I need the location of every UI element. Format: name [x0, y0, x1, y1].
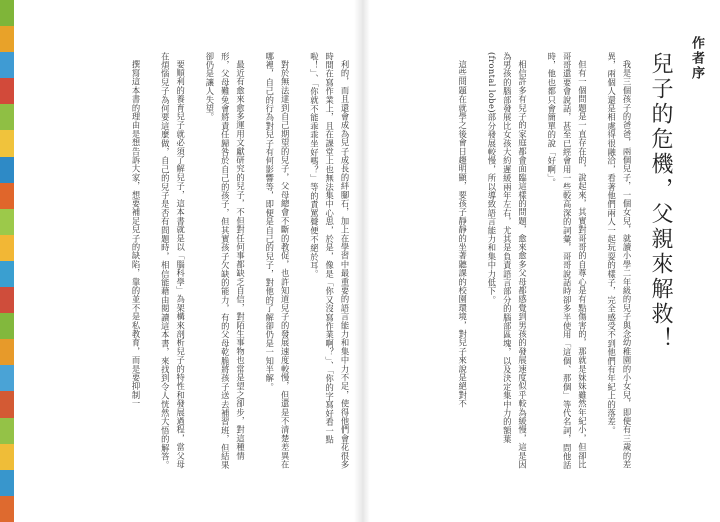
color-strip-segment	[0, 130, 14, 156]
paragraph: 這些問題在就學之後會日趨明顯，要孩子靜靜的坐著聽課的校園環境，對兒子來說是絕對不	[457, 60, 468, 409]
color-strip-segment	[0, 26, 14, 52]
color-strip-segment	[0, 157, 14, 183]
color-strip-segment	[0, 235, 14, 261]
color-strip-segment	[0, 470, 14, 496]
right-page-body	[398, 52, 634, 472]
color-strip-segment	[0, 313, 14, 339]
color-strip-segment	[0, 287, 14, 313]
color-strip-segment	[0, 52, 14, 78]
color-strip-segment	[0, 496, 14, 522]
color-strip-segment	[0, 209, 14, 235]
paragraph: 相信許多有兒子的家庭都會面臨這樣的問題，愈來愈多父母都感覺到男孩的發展速度似乎較為緩慢，這是因為男孩的腦部發展比女孩大約遲緩兩年左右，尤其是負責語言部分的腦部區塊，以及決定集中力的額葉(frontal lobe)部分發展較慢，所以導致語言能力和集中力低下。	[486, 52, 528, 470]
color-strip-segment	[0, 78, 14, 104]
paragraph: 但有一個問題是一直存在的，說起來，其實對哥哥的自尊心是有點傷害的，那就是妹妹雖然年紀小，但卻比哥哥還要會說話，甚至已經會用一些較高深的詞彙，哥哥說話時卻多半使用「這個、那個」等代名詞，問他話時，他也都只會簡單的說「好啊」。	[546, 52, 588, 470]
left-page	[14, 0, 354, 522]
paragraph: 要順利的養育兒子就必須了解兒子，這本書就是以「腦科學」為架構來剖析兒子的特性和發展過程，當父母在煩惱兒子為何要這麼做，自己的兒子是否有問題時，相信能藉由閱讀這本書，來找到令人恍然大悟的解答。	[160, 52, 186, 470]
color-strip-segment	[0, 0, 14, 26]
color-strip-segment	[0, 391, 14, 417]
color-strip-segment	[0, 261, 14, 287]
paragraph: 我是三個孩子的爸爸，兩個兒子，一個女兒，就讀小學二年級的兒子與念幼稚園的小女兒，即便有三歲的差異，兩個人還是相處得很融洽，看著他們兩人一起玩耍的樣子，完全感受不到他們有年紀上的落差。	[606, 52, 632, 470]
left-page-body	[20, 52, 352, 472]
paragraph: 最近有愈來愈多運用文獻研究的兒子，不但對任何事都缺乏自信，對陌生事物也常是望之卻步，對這種情形，父母難免會將責任歸咎於自己的孩子，但其實孩子欠缺的能力，有的父母乾脆將孩子送去補習班，但結果卻仍是讓人失望。	[204, 52, 246, 470]
right-page	[370, 0, 720, 522]
color-strip-segment	[0, 339, 14, 365]
paragraph: 撰寫這本書的理由是想告訴大家，想要補足兒子的缺陷，靠的並不是私教育，而是要抑制一	[131, 60, 142, 409]
color-strip-segment	[0, 418, 14, 444]
color-strip-segment	[0, 104, 14, 130]
section-header: 作者序	[689, 36, 704, 81]
handwritten-title: 兒子的危機，父親來解救！	[648, 52, 673, 352]
color-strip	[0, 0, 14, 522]
paragraph: 對於無法達到自己期望的兒子，父母總會不斷的教促，也許知道兒子的發展速度較慢，但還是不清楚差異在哪裡，自己的行為對兒子有何影響等，即便是自己的兒子，對他的了解卻仍是一知半解。	[264, 52, 291, 470]
color-strip-segment	[0, 444, 14, 470]
color-strip-segment	[0, 365, 14, 391]
color-strip-segment	[0, 183, 14, 209]
paragraph: 利的，而且還會成為兒子成長的絆腳石，加上在學習中最重要的語言能力和集中力不足，使得他們會花很多時間在寫作業上，且在課堂上也無法集中心思，於是，像是「你又沒寫作業啊？」、「你的字寫好看一點啦！」、「你就不能乖乖坐好嗎？」等的責罵聲便不絕於耳。	[309, 52, 350, 470]
book-gutter	[354, 0, 370, 522]
